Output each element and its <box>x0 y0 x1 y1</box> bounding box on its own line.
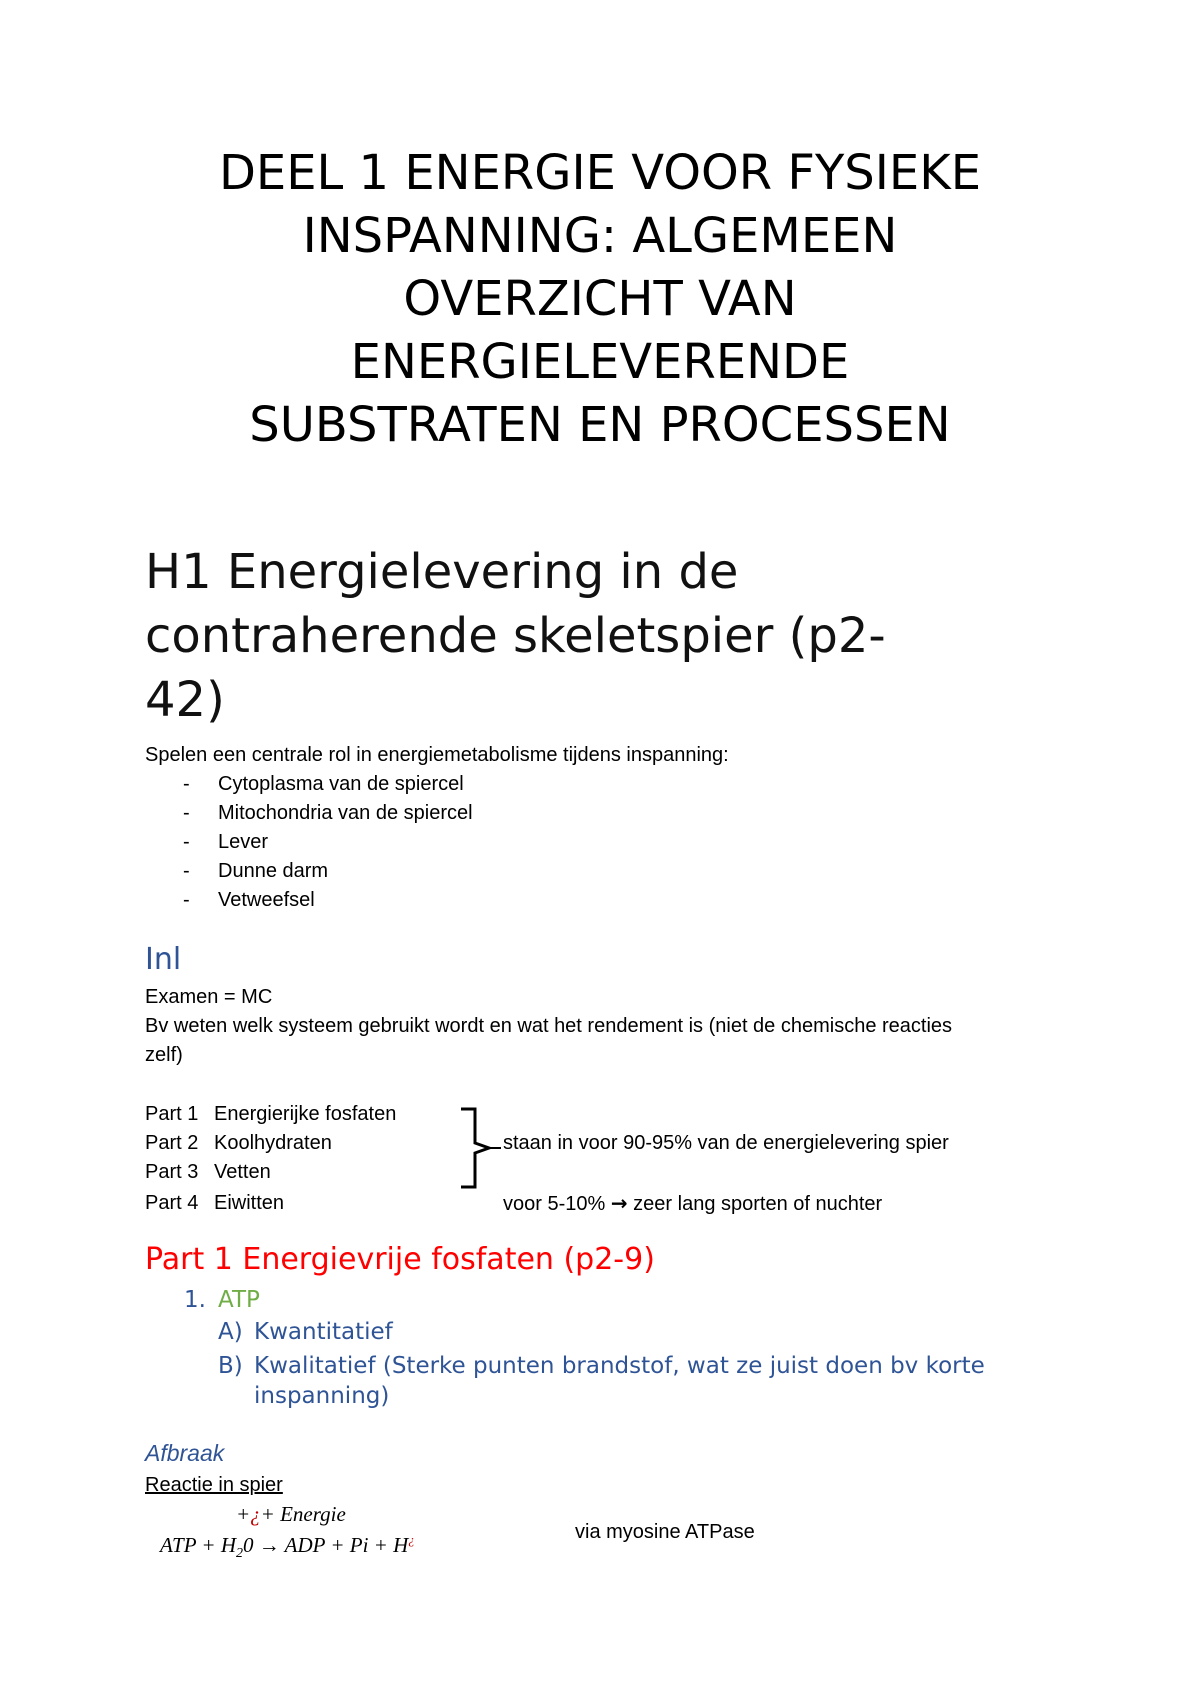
title-line: ENERGIELEVERENDE <box>350 334 850 390</box>
list-item: Mitochondria van de spiercel <box>218 802 473 824</box>
part4-note-pre: voor 5-10% <box>503 1193 606 1215</box>
part-label: Part 3 <box>145 1161 199 1183</box>
part-label: Part 1 <box>145 1103 199 1125</box>
right-brace-icon <box>455 1107 503 1189</box>
eq-plus: + <box>236 1502 251 1526</box>
sub-item-text-cont: inspanning) <box>254 1383 390 1409</box>
list-bullet: - <box>183 773 190 795</box>
eq-mark: ¿ <box>250 1502 261 1526</box>
title-line: DEEL 1 ENERGIE VOOR FYSIEKE <box>218 145 982 201</box>
sub-item-letter: B) <box>218 1353 243 1379</box>
sub-item-letter: A) <box>218 1319 243 1345</box>
chapter-line: H1 Energielevering in de <box>145 544 739 600</box>
title-line: SUBSTRATEN EN PROCESSEN <box>249 397 951 453</box>
exam-note: Examen = MC <box>145 986 273 1008</box>
part1-heading: Part 1 Energievrije fosfaten (p2-9) <box>145 1242 655 1277</box>
intro-text: Spelen een centrale rol in energiemetabolisme tijdens inspanning: <box>145 744 729 766</box>
arrow-icon: → <box>610 1191 628 1215</box>
document-title <box>100 142 1100 457</box>
equation-bottom <box>160 1532 415 1562</box>
part-name: Koolhydraten <box>214 1132 332 1154</box>
list-item: Dunne darm <box>218 860 329 882</box>
section-heading-inl: Inl <box>145 942 182 977</box>
afbraak-heading: Afbraak <box>145 1440 225 1466</box>
chapter-line: contraherende skeletspier (p2- <box>145 608 886 664</box>
part4-note <box>503 1189 882 1219</box>
list-bullet: - <box>183 802 190 824</box>
list-bullet: - <box>183 860 190 882</box>
part-label: Part 4 <box>145 1192 199 1214</box>
title-line: INSPANNING: ALGEMEEN <box>302 208 898 264</box>
brace-note: staan in voor 90-95% van de energielevering spier <box>503 1132 949 1154</box>
part-label: Part 2 <box>145 1132 199 1154</box>
title-line: OVERZICHT VAN <box>403 271 797 327</box>
list-bullet: - <box>183 831 190 853</box>
atp-number: 1. <box>184 1287 206 1313</box>
exam-detail-line1: Bv weten welk systeem gebruikt wordt en wat het rendement is (niet de chemische reacties <box>145 1015 953 1037</box>
list-item: Cytoplasma van de spiercel <box>218 773 464 795</box>
list-item: Vetweefsel <box>218 889 315 911</box>
via-note: via myosine ATPase <box>575 1521 755 1543</box>
reactie-label: Reactie in spier <box>145 1474 283 1496</box>
part-name: Energierijke fosfaten <box>214 1103 397 1125</box>
list-item: Lever <box>218 831 269 853</box>
list-bullet: - <box>183 889 190 911</box>
part-name: Eiwitten <box>214 1192 285 1214</box>
eq-rhs: 0 → ADP + Pi + H <box>243 1533 409 1557</box>
part-name: Vetten <box>214 1161 271 1183</box>
equation-top <box>236 1502 346 1527</box>
chapter-line: 42) <box>145 672 225 728</box>
sub-item-text: Kwalitatief (Sterke punten brandstof, wat ze juist doen bv korte <box>254 1353 985 1379</box>
atp-label: ATP <box>218 1287 260 1313</box>
eq-subscript: 2 <box>236 1546 244 1562</box>
exam-detail-line2: zelf) <box>145 1044 183 1066</box>
chapter-heading <box>145 540 886 732</box>
eq-energy: + Energie <box>260 1502 346 1526</box>
eq-lhs: ATP + H <box>160 1533 237 1557</box>
part4-note-post: zeer lang sporten of nuchter <box>633 1193 883 1215</box>
sub-item-text: Kwantitatief <box>254 1319 393 1345</box>
eq-mark: ¿ <box>408 1532 415 1547</box>
